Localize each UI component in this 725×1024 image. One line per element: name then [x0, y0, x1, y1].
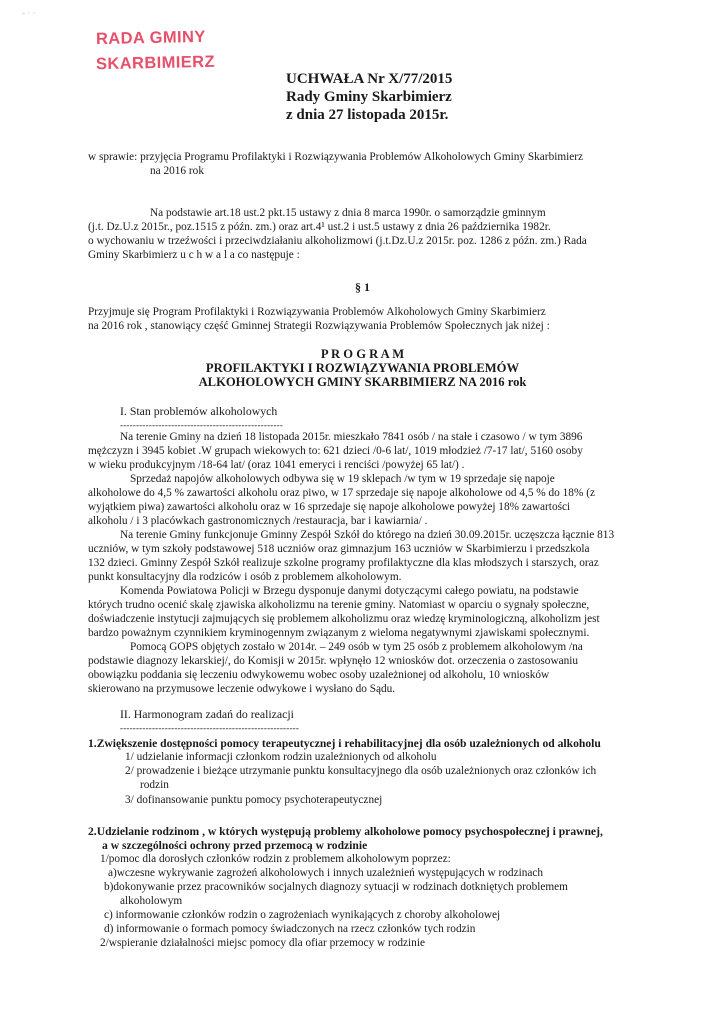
- scan-mark: - · ·: [22, 8, 36, 18]
- section1-line: których trudno ocenić skalę zjawiska alkoholizmu na terenie gminy. Natomiast w oparciu o sygnały społeczne,: [88, 599, 590, 611]
- task-title: 1.Zwiększenie dostępności pomocy terapeutycznej i rehabilitacyjnej dla osób uzależnionych od alkoholu: [88, 737, 601, 750]
- section1-line: podstawie diagnozy lekarskiej/, do Komisji w 2015r. wpłynęło 12 wniosków dot. orzeczenia o zastosowaniu: [88, 655, 579, 667]
- task-item: b)dokonywanie przez pracowników socjalnych diagnozy sytuacji w rodzinach dotkniętych problemem: [104, 881, 568, 893]
- task-item: c) informowanie członków rodzin o zagrożeniach wynikających z choroby alkoholowej: [104, 909, 501, 921]
- basis-line: o wychowaniu w trzeźwości i przeciwdziałaniu alkoholizmowi (j.t.Dz.U.z 2015r. poz. 1286 z późn. zm.) Rada: [88, 235, 587, 247]
- basis-line: (j.t. Dz.U.z 2015r., poz.1515 z późn. zm.) oraz art.4¹ ust.2 i ust.5 ustawy z dnia 26 października 1982r.: [88, 221, 551, 233]
- section1-line: alkoholowe do 4,5 % zawartości alkoholu oraz piwo, w 17 sprzedaje się napoje alkoholowe od 4,5 % do 18% (z: [88, 487, 595, 499]
- task-title: a w szczególności ochrony przed przemocą w rodzinie: [102, 839, 368, 852]
- section1-line: Na terenie Gminy funkcjonuje Gminny Zespół Szkół do którego na dzień 30.09.2015r. uczęszcza łącznie 813: [120, 529, 615, 541]
- task-item: rodzin: [140, 779, 169, 791]
- task-item: d) informowanie o formach pomocy świadczonych na rzecz członków tych rodzin: [104, 923, 476, 935]
- subject-line: w sprawie: przyjęcia Programu Profilaktyki i Rozwiązywania Problemów Alkoholowych Gminy Skarbimierz: [88, 151, 584, 163]
- heading-rule: ---------------------------------------------------: [120, 420, 284, 430]
- task-item: 2/ prowadzenie i bieżące utrzymanie punktu konsultacyjnego dla osób uzależnionych oraz członków ich: [125, 765, 597, 777]
- council-stamp-line2: SKARBIMIERZ: [95, 52, 216, 74]
- resolution-date: z dnia 27 listopada 2015r.: [286, 107, 449, 123]
- section1-line: punkt konsultacyjny dla rodziców i osób z problemem alkoholowym.: [88, 571, 402, 583]
- task-item: a)wczesne wykrywanie zagrożeń alkoholowych i innych uzależnień występujących w rodzinach: [108, 867, 544, 879]
- section1-line: 132 dzieci. Gminny Zespół Szkół realizuje szkolne programy profilaktyczne dla klas młodszych i starszych, oraz: [88, 557, 599, 569]
- program-title: ALKOHOLOWYCH GMINY SKARBIMIERZ NA 2016 rok: [198, 375, 527, 389]
- task-item: 1/pomoc dla dorosłych członków rodzin z problemem alkoholowym poprzez:: [100, 853, 451, 865]
- section1-line: w wieku produkcyjnym /18-64 lat/ (oraz 1041 emeryci i renciści /powyżej 65 lat/) .: [88, 459, 465, 471]
- section-heading: II. Harmonogram zadań do realizacji: [120, 707, 294, 721]
- paragraph-mark: § 1: [355, 280, 370, 294]
- section1-line: Na terenie Gminy na dzień 18 listopada 2015r. mieszkało 7841 osób / na stałe i czasowo / w tym 3896: [120, 431, 583, 443]
- resolution-body: Rady Gminy Skarbimierz: [286, 89, 452, 105]
- adoption-line: Przyjmuje się Program Profilaktyki i Rozwiązywania Problemów Alkoholowych Gminy Skarbimierz: [88, 306, 546, 318]
- section1-line: Pomocą GOPS objętych zostało w 2014r. – 249 osób w tym 25 osób z problemem alkoholowym /na: [130, 641, 583, 653]
- council-stamp-line1: RADA GMINY: [95, 27, 206, 49]
- section1-line: bardzo poważnym czynnikiem kryminogennym związanym z wieloma negatywnymi zjawiskami społecznymi.: [88, 627, 590, 639]
- task-item: alkoholowym: [120, 895, 183, 907]
- task-title: 2.Udzielanie rodzinom , w których występują problemy alkoholowe pomocy psychospołecznej i prawnej,: [88, 825, 603, 838]
- basis-line: Na podstawie art.18 ust.2 pkt.15 ustawy z dnia 8 marca 1990r. o samorządzie gminnym: [150, 207, 546, 219]
- basis-line: Gminy Skarbimierz u c h w a l a co następuje :: [88, 249, 300, 261]
- adoption-line: na 2016 rok , stanowiący część Gminnej Strategii Rozwiązywania Problemów Społecznych jak niżej :: [88, 320, 550, 332]
- section1-line: obowiązku poddania się leczeniu odwykowemu wobec osoby uzależnionej od alkoholu, 10 wniosków: [88, 669, 550, 681]
- resolution-title: UCHWAŁA Nr X/77/2015: [286, 71, 453, 87]
- section1-line: alkoholu / i 3 placówkach gastronomicznych /restauracja, bar i kawiarnia/ .: [88, 515, 428, 527]
- heading-rule: --------------------------------------------------------: [120, 723, 300, 733]
- section1-line: mężczyzn i 3945 kobiet .W grupach wiekowych to: 621 dzieci /0-6 lat/, 1019 młodzież /7-17 lat/, 5160 osoby: [88, 445, 583, 457]
- section1-line: wyjątkiem piwa) zawartości alkoholu oraz w 16 sprzedaje się napoje alkoholowe powyżej 18% zawartości: [88, 501, 571, 513]
- section1-line: doświadczenie instytucji zajmujących się problemem alkoholizmu oraz wiedzę kryminologiczną, alkoholizm jest: [88, 613, 600, 625]
- section1-line: Sprzedaż napojów alkoholowych odbywa się w 19 sklepach /w tym w 19 sprzedaje się napoje: [130, 473, 555, 485]
- section1-line: uczniów, w tym szkoły podstawowej 518 uczniów oraz gimnazjum 163 uczniów w Skarbimierzu i przedszkola: [88, 543, 590, 555]
- task-item: 2/wspieranie działalności miejsc pomocy dla ofiar przemocy w rodzinie: [100, 937, 425, 949]
- program-title: PROFILAKTYKI I ROZWIĄZYWANIA PROBLEMÓW: [205, 361, 520, 375]
- section1-line: skierowano na przymusowe leczenie odwykowe i wysłano do Sądu.: [88, 683, 396, 695]
- task-item: 1/ udzielanie informacji członkom rodzin uzależnionych od alkoholu: [125, 751, 437, 763]
- section1-line: Komenda Powiatowa Policji w Brzegu dysponuje danymi dotyczącymi całego powiatu, na podstawie: [120, 585, 579, 597]
- section-heading: I. Stan problemów alkoholowych: [120, 404, 278, 418]
- subject-line: na 2016 rok: [150, 165, 204, 177]
- task-item: 3/ dofinansowanie punktu pomocy psychoterapeutycznej: [125, 794, 383, 806]
- program-title: P R O G R A M: [320, 347, 405, 361]
